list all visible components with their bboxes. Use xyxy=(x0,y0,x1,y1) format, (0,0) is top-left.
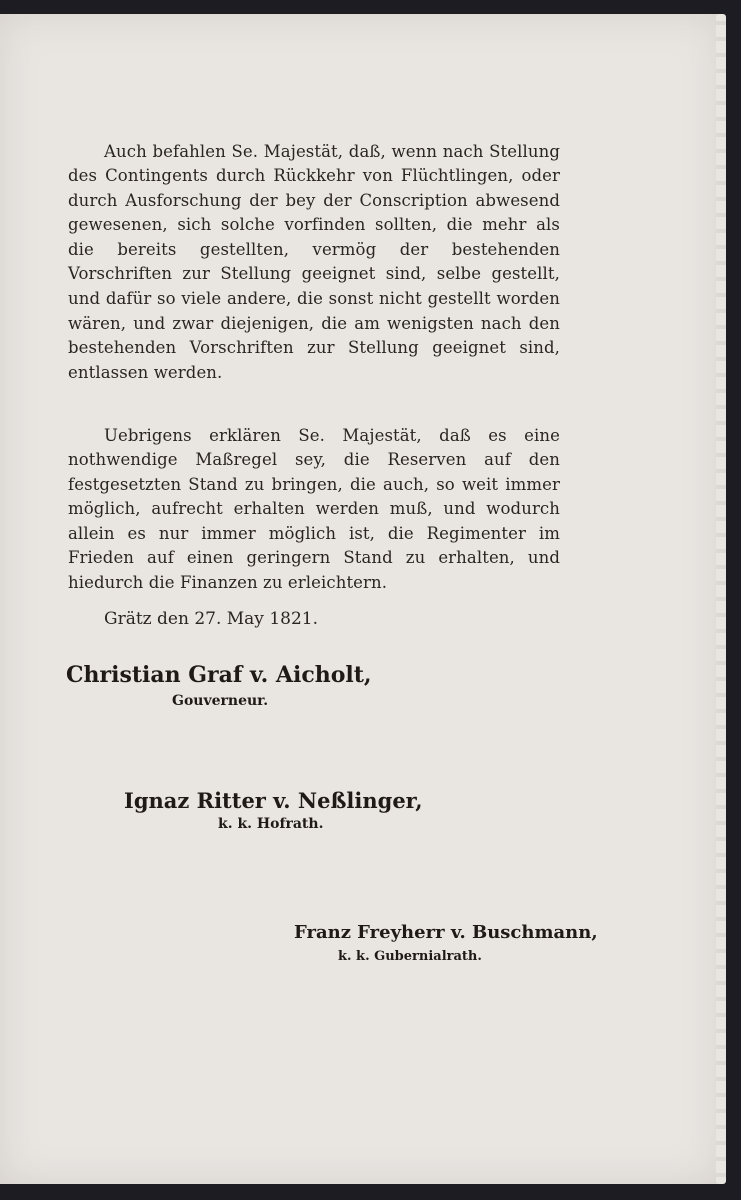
paragraph-2: Uebrigens erklären Se. Majestät, daß es eine nothwendige Maßregel sey, die Reserven auf den festgesetzten Stand zu bringen, die auch, so weit immer möglich, aufrecht erhalten werden muß, und wodurch allein es nur immer möglich ist, die Regimenter im Frieden auf einen geringern Stand zu erhalten, und hiedurch die Finanzen zu erleichtern. xyxy=(68,425,560,593)
signature-title-hofrath: k. k. Hofrath. xyxy=(218,816,324,832)
signature-title-gubernialrath: k. k. Gubernialrath. xyxy=(338,949,482,964)
paragraph-1: Auch befahlen Se. Majestät, daß, wenn nach Stellung des Contingents durch Rückkehr von Flüchtlingen, oder durch Ausforschung der bey der Conscription abwesend gewesenen, sich solche vorfinden sollten, die mehr als die bereits gestellten, vermög der bestehenden Vorschriften zur Stellung geeignet sind, selbe gestellt, und dafür so viele andere, die sonst nicht gestellt worden wären, und zwar diejenigen, die am wenigsten nach den bestehenden Vorschriften zur Stellung geeignet sind, entlassen werden. xyxy=(68,141,560,382)
signature-name-hofrath: Ignaz Ritter v. Neßlinger, xyxy=(124,788,423,813)
signature-name-governor: Christian Graf v. Aicholt, xyxy=(66,662,372,688)
date-line: Grätz den 27. May 1821. xyxy=(104,609,318,629)
document-page xyxy=(0,14,720,1184)
signature-title-governor: Gouverneur. xyxy=(172,693,269,709)
signature-name-gubernialrath: Franz Freyherr v. Buschmann, xyxy=(294,922,598,943)
